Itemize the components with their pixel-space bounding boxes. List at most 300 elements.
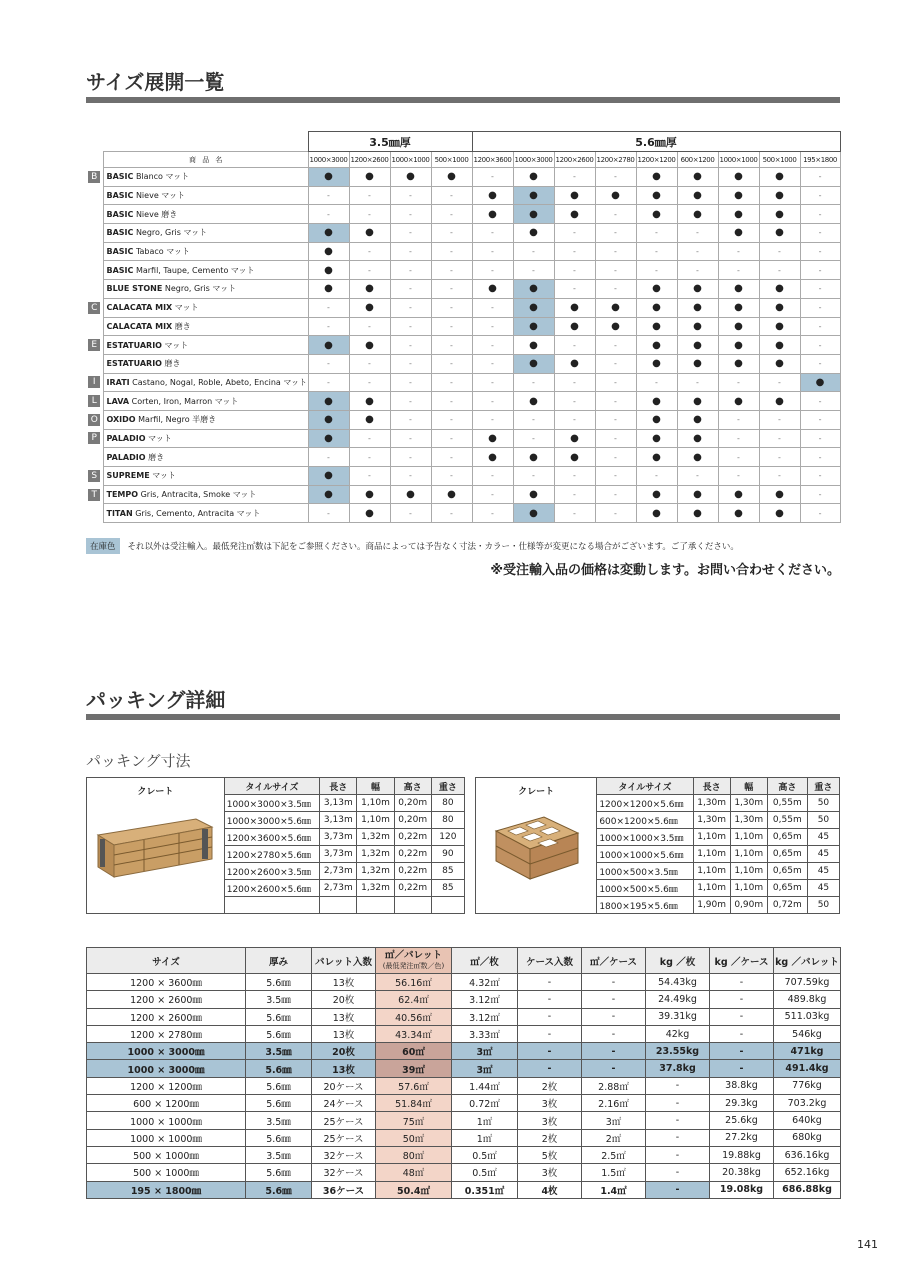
table-row xyxy=(86,448,840,467)
table-cell: 80 xyxy=(431,795,464,812)
product-name xyxy=(103,205,308,224)
price-notice: ※受注輸入品の価格は変動します。お問い合わせください。 xyxy=(490,563,840,578)
table-cell: 85 xyxy=(431,880,464,897)
available-dot: ● xyxy=(718,317,759,336)
available-dot: ● xyxy=(636,186,677,205)
table-cell: 1000 × 1000㎜ xyxy=(87,1112,246,1129)
table-cell: 19.08kg xyxy=(710,1181,774,1198)
table-cell: 1000×500×5.6㎜ xyxy=(597,880,693,897)
product-name xyxy=(103,186,308,205)
unavailable-dash: - xyxy=(800,261,840,280)
unavailable-dash: - xyxy=(431,205,472,224)
table-cell: 42kg xyxy=(646,1025,710,1042)
unavailable-dash: - xyxy=(431,429,472,448)
product-brand: CALACATA MIX xyxy=(106,321,173,331)
table-cell xyxy=(394,897,431,914)
table-cell: 37.8kg xyxy=(646,1060,710,1077)
table-cell: 1,10m xyxy=(730,863,767,880)
table-cell: - xyxy=(518,1008,582,1025)
table-cell: 5.6㎜ xyxy=(246,1025,312,1042)
unavailable-dash: - xyxy=(677,242,718,261)
product-brand: TITAN xyxy=(106,508,133,518)
table-cell: 600 × 1200㎜ xyxy=(87,1095,246,1112)
crate-image-cell xyxy=(476,778,597,914)
table-cell: 1000×3000×5.6㎜ xyxy=(224,812,320,829)
table-row xyxy=(86,186,840,205)
available-dot: ● xyxy=(677,168,718,187)
legend-text: それ以外は受注輸入。最低発注㎡数は下記をご参照ください。商品によっては予告なく寸法・カラー・仕様等が変更になる場合がございます。ご了承ください。 xyxy=(127,542,739,552)
table-cell: 1,10m xyxy=(730,829,767,846)
unavailable-dash: - xyxy=(472,410,513,429)
unavailable-dash: - xyxy=(677,373,718,392)
table-cell: 38.8kg xyxy=(710,1077,774,1094)
available-dot: ● xyxy=(349,485,390,504)
dimension-header: 1200×3600 xyxy=(472,152,513,168)
available-dot: ● xyxy=(513,298,554,317)
available-dot: ● xyxy=(513,205,554,224)
index-letter xyxy=(86,467,103,486)
available-dot: ● xyxy=(472,429,513,448)
table-cell: 24ケース xyxy=(312,1095,376,1112)
table-cell: 491.4kg xyxy=(774,1060,841,1077)
table-cell: 1.4㎡ xyxy=(582,1181,646,1198)
table-cell: 511.03kg xyxy=(774,1008,841,1025)
unavailable-dash: - xyxy=(554,410,595,429)
crate-col-header: 重さ xyxy=(807,778,839,795)
table-cell: 50 xyxy=(807,795,839,812)
unavailable-dash: - xyxy=(390,429,431,448)
table-row xyxy=(87,974,841,991)
table-cell: - xyxy=(518,991,582,1008)
table-cell xyxy=(357,897,394,914)
dimension-header: 600×1200 xyxy=(677,152,718,168)
crate-image xyxy=(478,813,594,886)
table-cell: - xyxy=(710,1008,774,1025)
available-dot: ● xyxy=(636,336,677,355)
available-dot: ● xyxy=(759,224,800,243)
product-name xyxy=(103,410,308,429)
unavailable-dash: - xyxy=(554,504,595,523)
available-dot: ● xyxy=(636,298,677,317)
unavailable-dash: - xyxy=(718,410,759,429)
unavailable-dash: - xyxy=(759,410,800,429)
dimension-header: 1200×2780 xyxy=(595,152,636,168)
available-dot: ● xyxy=(349,298,390,317)
table-row xyxy=(86,168,840,187)
table-cell: 24.49kg xyxy=(646,991,710,1008)
table-cell: 3.33㎡ xyxy=(452,1025,518,1042)
unavailable-dash: - xyxy=(390,336,431,355)
crate-col-header: 長さ xyxy=(693,778,730,795)
table-cell: 3㎡ xyxy=(452,1060,518,1077)
product-brand: TEMPO xyxy=(106,490,139,500)
unavailable-dash: - xyxy=(390,448,431,467)
table-cell: - xyxy=(710,1025,774,1042)
crate-image-cell xyxy=(87,778,225,914)
unavailable-dash: - xyxy=(431,336,472,355)
crate-table-right xyxy=(475,777,840,914)
unavailable-dash: - xyxy=(636,373,677,392)
table-cell: 2㎡ xyxy=(582,1129,646,1146)
table-cell: 0,22m xyxy=(394,880,431,897)
col-thickness: 厚み xyxy=(246,948,312,974)
unavailable-dash: - xyxy=(595,261,636,280)
table-cell: 636.16kg xyxy=(774,1146,841,1163)
unavailable-dash: - xyxy=(554,336,595,355)
index-letter-badge: P xyxy=(88,432,100,444)
unavailable-dash: - xyxy=(800,280,840,299)
table-cell: 0,22m xyxy=(394,829,431,846)
table-cell: 80 xyxy=(431,812,464,829)
unavailable-dash: - xyxy=(390,467,431,486)
table-row xyxy=(86,280,840,299)
table-cell: 13枚 xyxy=(312,1008,376,1025)
product-brand: BASIC xyxy=(106,209,134,219)
unavailable-dash: - xyxy=(349,354,390,373)
crate-image xyxy=(89,813,222,886)
product-brand: PALADIO xyxy=(106,433,146,443)
table-cell: 1200×1200×5.6㎜ xyxy=(597,795,693,812)
available-dot: ● xyxy=(759,298,800,317)
index-letter xyxy=(86,336,103,355)
unavailable-dash: - xyxy=(636,242,677,261)
unavailable-dash: - xyxy=(390,373,431,392)
product-name xyxy=(103,467,308,486)
available-dot: ● xyxy=(677,504,718,523)
available-dot: ● xyxy=(718,205,759,224)
unavailable-dash: - xyxy=(800,485,840,504)
table-cell: 1000×3000×3.5㎜ xyxy=(224,795,320,812)
table-cell: 45 xyxy=(807,863,839,880)
unavailable-dash: - xyxy=(595,392,636,411)
available-dot: ● xyxy=(759,205,800,224)
product-name xyxy=(103,261,308,280)
table-row xyxy=(86,336,840,355)
table-cell: 5.6㎜ xyxy=(246,1060,312,1077)
index-letter-badge: S xyxy=(88,470,100,482)
available-dot: ● xyxy=(636,280,677,299)
product-brand: CALACATA MIX xyxy=(106,303,173,313)
crate-col-header: 高さ xyxy=(767,778,807,795)
table-cell: 500 × 1000㎜ xyxy=(87,1164,246,1181)
table-cell: - xyxy=(646,1146,710,1163)
available-dot: ● xyxy=(759,336,800,355)
unavailable-dash: - xyxy=(759,448,800,467)
table-cell: 54.43kg xyxy=(646,974,710,991)
unavailable-dash: - xyxy=(472,224,513,243)
page-number: 141 xyxy=(857,1238,878,1251)
col-kg-per-case: kg ／ケース xyxy=(710,948,774,974)
unavailable-dash: - xyxy=(390,186,431,205)
unavailable-dash: - xyxy=(595,168,636,187)
unavailable-dash: - xyxy=(677,224,718,243)
product-desc: Tabaco マット xyxy=(133,247,190,257)
product-brand: BASIC xyxy=(106,265,134,275)
product-brand: BASIC xyxy=(106,191,134,201)
table-cell xyxy=(320,897,357,914)
unavailable-dash: - xyxy=(431,186,472,205)
unavailable-dash: - xyxy=(308,504,349,523)
available-dot: ● xyxy=(513,336,554,355)
product-desc: マット xyxy=(149,471,176,481)
dimension-header: 1000×3000 xyxy=(308,152,349,168)
index-letter xyxy=(86,317,103,336)
unavailable-dash: - xyxy=(431,224,472,243)
thickness-5-6-header: 5.6㎜厚 xyxy=(472,132,840,152)
available-dot: ● xyxy=(636,410,677,429)
index-letter-badge: B xyxy=(88,171,100,183)
table-cell: 5.6㎜ xyxy=(246,1164,312,1181)
available-dot: ● xyxy=(759,392,800,411)
unavailable-dash: - xyxy=(800,224,840,243)
available-dot: ● xyxy=(308,261,349,280)
table-cell: 1,90m xyxy=(693,897,730,914)
table-cell: 2,73m xyxy=(320,880,357,897)
table-cell: 471kg xyxy=(774,1043,841,1060)
table-cell: 20枚 xyxy=(312,1043,376,1060)
unavailable-dash: - xyxy=(349,186,390,205)
table-cell: 5.6㎜ xyxy=(246,1129,312,1146)
index-letter xyxy=(86,373,103,392)
table-cell: 2.16㎡ xyxy=(582,1095,646,1112)
table-row xyxy=(86,373,840,392)
table-header-row xyxy=(476,778,840,795)
table-cell: 25ケース xyxy=(312,1129,376,1146)
table-cell: - xyxy=(710,1060,774,1077)
table-cell: 1200 × 3600㎜ xyxy=(87,974,246,991)
table-cell: 0,55m xyxy=(767,795,807,812)
table-cell: 640kg xyxy=(774,1112,841,1129)
table-header-row xyxy=(87,778,465,795)
unavailable-dash: - xyxy=(390,205,431,224)
table-cell: 25ケース xyxy=(312,1112,376,1129)
unavailable-dash: - xyxy=(349,261,390,280)
available-dot: ● xyxy=(595,317,636,336)
unavailable-dash: - xyxy=(390,392,431,411)
table-cell: 1200×2600×3.5㎜ xyxy=(224,863,320,880)
unavailable-dash: - xyxy=(800,429,840,448)
dimension-header: 1000×1000 xyxy=(718,152,759,168)
table-cell: 489.8kg xyxy=(774,991,841,1008)
unavailable-dash: - xyxy=(800,410,840,429)
unavailable-dash: - xyxy=(431,298,472,317)
unavailable-dash: - xyxy=(554,242,595,261)
table-cell: 5.6㎜ xyxy=(246,1008,312,1025)
crate-label: クレート xyxy=(518,787,555,797)
index-letter xyxy=(86,224,103,243)
unavailable-dash: - xyxy=(431,392,472,411)
table-cell: 120 xyxy=(431,829,464,846)
table-cell: 3㎡ xyxy=(582,1112,646,1129)
available-dot: ● xyxy=(677,429,718,448)
unavailable-dash: - xyxy=(472,336,513,355)
unavailable-dash: - xyxy=(554,373,595,392)
unavailable-dash: - xyxy=(349,242,390,261)
unavailable-dash: - xyxy=(800,298,840,317)
index-letter xyxy=(86,205,103,224)
table-cell: 36ケース xyxy=(312,1181,376,1198)
unavailable-dash: - xyxy=(800,186,840,205)
unavailable-dash: - xyxy=(800,168,840,187)
available-dot: ● xyxy=(636,429,677,448)
unavailable-dash: - xyxy=(308,354,349,373)
unavailable-dash: - xyxy=(308,317,349,336)
table-cell: 5.6㎜ xyxy=(246,1095,312,1112)
product-name xyxy=(103,485,308,504)
unavailable-dash: - xyxy=(595,410,636,429)
col-m2-per-pallet xyxy=(376,948,452,974)
available-dot: ● xyxy=(677,410,718,429)
unavailable-dash: - xyxy=(472,504,513,523)
available-dot: ● xyxy=(677,186,718,205)
product-name xyxy=(103,504,308,523)
available-dot: ● xyxy=(595,186,636,205)
unavailable-dash: - xyxy=(431,242,472,261)
available-dot: ● xyxy=(308,485,349,504)
table-cell: 3.5㎜ xyxy=(246,991,312,1008)
table-cell: - xyxy=(582,1025,646,1042)
unavailable-dash: - xyxy=(390,317,431,336)
unavailable-dash: - xyxy=(759,373,800,392)
dimension-header: 1000×3000 xyxy=(513,152,554,168)
product-name xyxy=(103,354,308,373)
table-cell: 1,10m xyxy=(693,846,730,863)
table-cell: 19.88kg xyxy=(710,1146,774,1163)
available-dot: ● xyxy=(390,485,431,504)
table-cell: 0,22m xyxy=(394,846,431,863)
table-cell: 3.12㎡ xyxy=(452,991,518,1008)
table-cell: 652.16kg xyxy=(774,1164,841,1181)
table-cell: 23.55kg xyxy=(646,1043,710,1060)
available-dot: ● xyxy=(677,317,718,336)
dimension-header: 1200×2600 xyxy=(554,152,595,168)
unavailable-dash: - xyxy=(595,485,636,504)
unavailable-dash: - xyxy=(513,429,554,448)
unavailable-dash: - xyxy=(431,504,472,523)
unavailable-dash: - xyxy=(472,242,513,261)
available-dot: ● xyxy=(718,504,759,523)
unavailable-dash: - xyxy=(431,467,472,486)
unavailable-dash: - xyxy=(595,467,636,486)
table-cell: 48㎡ xyxy=(376,1164,452,1181)
available-dot: ● xyxy=(513,485,554,504)
table-cell: 1.5㎡ xyxy=(582,1164,646,1181)
product-desc: Negro, Gris マット xyxy=(133,228,208,238)
table-row xyxy=(87,1181,841,1198)
product-desc: Marfil, Taupe, Cemento マット xyxy=(133,265,255,275)
table-row xyxy=(86,467,840,486)
available-dot: ● xyxy=(349,410,390,429)
table-cell: 60㎡ xyxy=(376,1043,452,1060)
product-name xyxy=(103,392,308,411)
index-letter-badge: O xyxy=(88,414,100,426)
available-dot: ● xyxy=(636,205,677,224)
available-dot: ● xyxy=(513,354,554,373)
unavailable-dash: - xyxy=(677,261,718,280)
unavailable-dash: - xyxy=(554,392,595,411)
table-cell: 1㎡ xyxy=(452,1112,518,1129)
index-letter xyxy=(86,448,103,467)
unavailable-dash: - xyxy=(554,280,595,299)
unavailable-dash: - xyxy=(308,186,349,205)
table-row xyxy=(86,485,840,504)
unavailable-dash: - xyxy=(472,485,513,504)
unavailable-dash: - xyxy=(800,504,840,523)
available-dot: ● xyxy=(636,504,677,523)
index-letter xyxy=(86,242,103,261)
table-cell: 75㎡ xyxy=(376,1112,452,1129)
available-dot: ● xyxy=(636,448,677,467)
product-brand: PALADIO xyxy=(106,452,146,462)
available-dot: ● xyxy=(513,168,554,187)
product-desc: 磨き xyxy=(172,321,191,331)
index-letter xyxy=(86,280,103,299)
unavailable-dash: - xyxy=(718,373,759,392)
unavailable-dash: - xyxy=(390,298,431,317)
product-name xyxy=(103,336,308,355)
unavailable-dash: - xyxy=(718,429,759,448)
available-dot: ● xyxy=(513,504,554,523)
product-brand: BASIC xyxy=(106,228,134,238)
table-cell: 1000×500×3.5㎜ xyxy=(597,863,693,880)
m2-pallet-label: ㎡／パレット xyxy=(385,949,442,961)
table-cell: 5枚 xyxy=(518,1146,582,1163)
available-dot: ● xyxy=(800,373,840,392)
unavailable-dash: - xyxy=(718,242,759,261)
legend xyxy=(86,538,739,554)
unavailable-dash: - xyxy=(677,467,718,486)
table-cell: 85 xyxy=(431,863,464,880)
unavailable-dash: - xyxy=(800,392,840,411)
table-cell: 3.5㎜ xyxy=(246,1043,312,1060)
available-dot: ● xyxy=(718,354,759,373)
unavailable-dash: - xyxy=(349,448,390,467)
table-row xyxy=(86,261,840,280)
crate-col-header: タイルサイズ xyxy=(597,778,693,795)
table-row xyxy=(87,1025,841,1042)
unavailable-dash: - xyxy=(595,336,636,355)
unavailable-dash: - xyxy=(595,354,636,373)
unavailable-dash: - xyxy=(595,205,636,224)
available-dot: ● xyxy=(595,298,636,317)
unavailable-dash: - xyxy=(513,410,554,429)
available-dot: ● xyxy=(308,224,349,243)
section-divider xyxy=(86,97,840,103)
available-dot: ● xyxy=(308,467,349,486)
col-size: サイズ xyxy=(87,948,246,974)
table-cell: 3,73m xyxy=(320,829,357,846)
unavailable-dash: - xyxy=(800,336,840,355)
dimension-header: 195×1800 xyxy=(800,152,840,168)
table-cell: 1,10m xyxy=(693,880,730,897)
available-dot: ● xyxy=(349,336,390,355)
table-cell: 4枚 xyxy=(518,1181,582,1198)
unavailable-dash: - xyxy=(718,261,759,280)
product-brand: ESTATUARIO xyxy=(106,340,162,350)
index-letter xyxy=(86,186,103,205)
table-cell: 2枚 xyxy=(518,1077,582,1094)
table-cell: 1,32m xyxy=(357,846,394,863)
unavailable-dash: - xyxy=(718,467,759,486)
table-cell: 1200 × 2600㎜ xyxy=(87,1008,246,1025)
unavailable-dash: - xyxy=(308,298,349,317)
col-pallet-qty: パレット入数 xyxy=(312,948,376,974)
table-cell: 39㎡ xyxy=(376,1060,452,1077)
table-cell: 0.5㎡ xyxy=(452,1164,518,1181)
table-cell: - xyxy=(646,1095,710,1112)
min-order-note: (最低発注㎡数／色) xyxy=(382,961,445,970)
table-cell: 1㎡ xyxy=(452,1129,518,1146)
